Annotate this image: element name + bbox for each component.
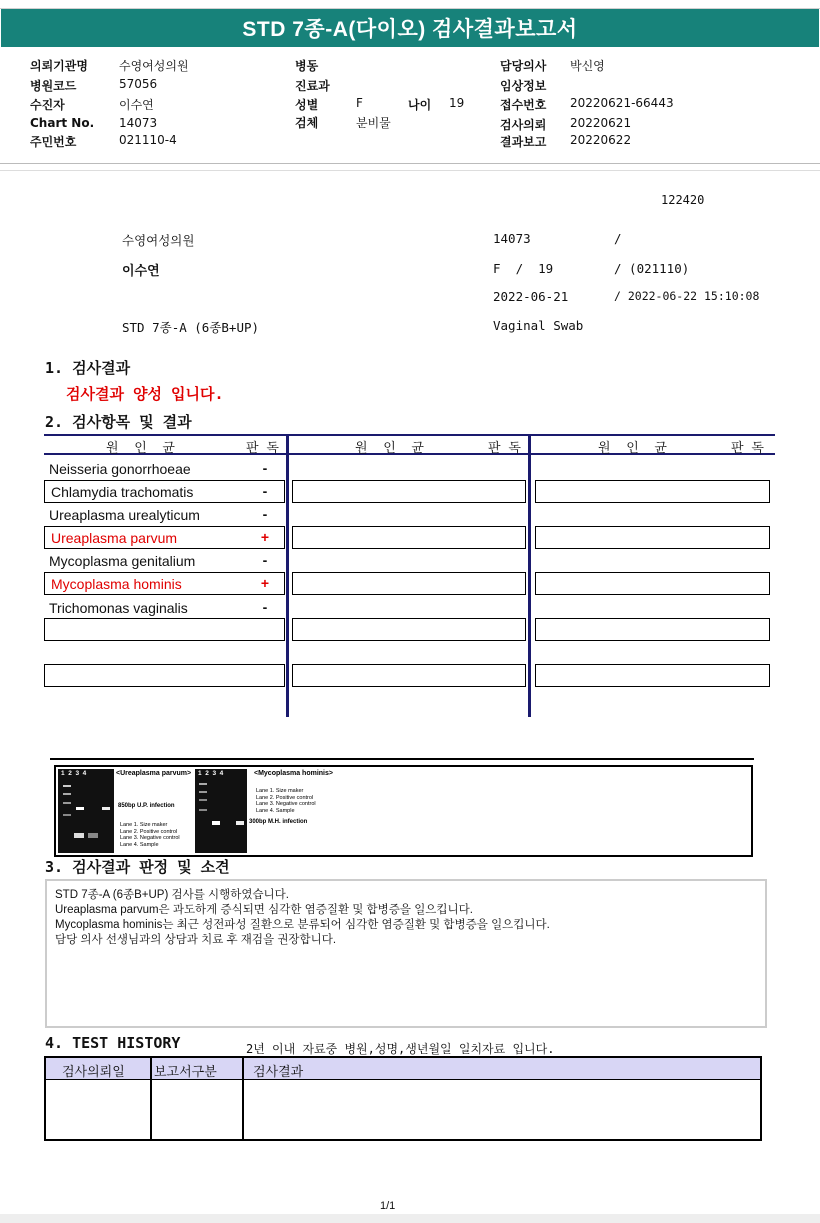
report-title: STD 7종-A(다이오) 검사결과보고서 xyxy=(1,9,819,47)
header-divider-2 xyxy=(0,170,820,171)
gel-band xyxy=(63,802,71,804)
col-header-judge-3: 판 독 xyxy=(731,441,764,456)
gel-left-title: <Ureaplasma parvum> xyxy=(116,770,192,777)
label-age: 나이 xyxy=(408,98,432,112)
gel-band xyxy=(63,814,71,816)
label-patient: 수진자 xyxy=(30,98,65,112)
value-request-date: 20220621 xyxy=(570,116,632,130)
gel-band xyxy=(199,783,207,785)
value-institution: 수영여성의원 xyxy=(119,59,189,73)
label-resident-no: 주민번호 xyxy=(30,135,77,149)
value-chart-no: 14073 xyxy=(119,116,158,130)
lane-legend: Lane 2. Positive control xyxy=(120,828,178,835)
row-box xyxy=(535,572,770,595)
value-receipt-no: 20220621-66443 xyxy=(570,96,674,110)
history-table xyxy=(44,1056,762,1141)
history-col-request-date: 검사의뢰일 xyxy=(62,1065,125,1080)
table-top-rule xyxy=(44,434,775,436)
comment-line: Ureaplasma parvum은 과도하게 증식되면 심각한 염증질환 및 합병증을 일으킵니다. xyxy=(55,904,473,916)
pathogen-result-positive: + xyxy=(260,529,270,545)
label-chart-no: Chart No. xyxy=(30,116,95,130)
row-box xyxy=(44,618,285,641)
header-divider xyxy=(0,163,820,164)
value-specimen: 분비물 xyxy=(356,116,391,130)
gel-band xyxy=(74,833,84,838)
row-box xyxy=(292,480,526,503)
lane-numbers: 1 2 3 4 xyxy=(61,770,87,777)
col-header-judge-1: 판 독 xyxy=(246,441,279,456)
pathogen-name: Neisseria gonorrhoeae xyxy=(49,461,191,477)
value-report-date: 20220622 xyxy=(570,133,632,147)
label-clinical-info: 임상정보 xyxy=(500,79,547,93)
pathogen-result: - xyxy=(262,460,268,476)
lane-legend: Lane 3. Negative control xyxy=(120,835,180,841)
gel-band xyxy=(212,821,220,825)
gel-right-legend xyxy=(256,788,316,814)
info-birth: / (021110) xyxy=(614,261,690,276)
col-header-judge-2: 판 독 xyxy=(488,441,521,456)
lane-legend: Lane 4. Sample xyxy=(120,841,159,848)
pathogen-name-positive: Ureaplasma parvum xyxy=(51,530,178,546)
section2-heading: 2. 검사항목 및 결과 xyxy=(45,413,192,431)
pathogen-name: Mycoplasma genitalium xyxy=(49,553,196,569)
label-sex: 성별 xyxy=(295,98,319,112)
history-col-divider xyxy=(242,1058,244,1139)
page-number: 1/1 xyxy=(380,1200,396,1212)
lane-legend: Lane 3. Negative control xyxy=(256,801,316,807)
section1-heading: 1. 검사결과 xyxy=(45,359,131,377)
history-note: 2년 이내 자료중 병원,성명,생년월일 일치자료 입니다. xyxy=(246,1042,555,1056)
gel-band xyxy=(63,785,71,787)
label-specimen: 검체 xyxy=(295,116,319,130)
label-institution: 의뢰기관명 xyxy=(30,59,88,73)
pathogen-result: - xyxy=(262,552,268,568)
info-slash: / xyxy=(614,231,622,246)
history-col-result: 검사결과 xyxy=(253,1065,304,1080)
value-resident-no: 021110-4 xyxy=(119,133,177,147)
value-sex: F xyxy=(356,96,363,110)
info-patient: 이수연 xyxy=(122,264,160,279)
pathogen-name-positive: Mycoplasma hominis xyxy=(51,576,182,592)
gel-left-band-label: 850bp U.P. infection xyxy=(118,803,175,809)
lane-legend: Lane 1. Size maker xyxy=(256,788,304,794)
pathogen-result: - xyxy=(262,599,268,615)
gel-band xyxy=(199,791,207,793)
top-strip xyxy=(0,0,820,9)
info-date-requested: 2022-06-21 xyxy=(493,289,569,304)
comment-box xyxy=(45,879,767,1028)
value-age: 19 xyxy=(449,96,465,110)
comment-line: STD 7종-A (6종B+UP) 검사를 시행하였습니다. xyxy=(55,889,289,901)
info-date-reported: / 2022-06-22 15:10:08 xyxy=(614,289,760,303)
lane-legend: Lane 1. Size maker xyxy=(120,822,168,828)
gel-band xyxy=(88,833,98,838)
gel-band xyxy=(199,809,207,811)
label-department: 진료과 xyxy=(295,79,330,93)
pathogen-result: - xyxy=(262,483,268,499)
gel-left-legend xyxy=(120,822,180,848)
gel-image-frame xyxy=(54,765,753,857)
info-specimen: Vaginal Swab xyxy=(493,318,584,333)
gel-image-left xyxy=(58,769,114,853)
pathogen-name: Chlamydia trachomatis xyxy=(51,484,194,500)
column-divider-2 xyxy=(528,434,531,717)
lane-numbers: 1 2 3 4 xyxy=(198,770,224,777)
col-header-pathogen-2: 원 인 균 xyxy=(355,441,424,456)
gel-top-rule xyxy=(50,758,754,760)
label-request-date: 검사의뢰 xyxy=(500,118,547,132)
bottom-strip xyxy=(0,1214,820,1223)
row-box xyxy=(292,526,526,549)
gel-band xyxy=(102,807,110,810)
value-doctor: 박신영 xyxy=(570,59,605,73)
label-hospital-code: 병원코드 xyxy=(30,79,77,93)
doc-code: 122420 xyxy=(661,193,705,207)
label-report-date: 결과보고 xyxy=(500,135,547,149)
lane-legend: Lane 2. Positive control xyxy=(256,794,314,801)
section3-heading: 3. 검사결과 판정 및 소견 xyxy=(45,858,230,876)
gel-band xyxy=(236,821,244,825)
section4-heading: 4. TEST HISTORY xyxy=(45,1034,181,1052)
row-box xyxy=(535,480,770,503)
comment-line: Mycoplasma hominis는 최근 성전파성 질환으로 분류되어 심각한 염증질환 및 합병증을 일으킵니다. xyxy=(55,919,550,931)
gel-right-band-label: 300bp M.H. infection xyxy=(249,819,308,825)
gel-band xyxy=(63,793,71,795)
row-box xyxy=(292,572,526,595)
pathogen-name: Trichomonas vaginalis xyxy=(49,600,188,616)
info-hospital: 수영여성의원 xyxy=(122,233,195,248)
gel-right-title: <Mycoplasma hominis> xyxy=(254,770,333,777)
pathogen-result: - xyxy=(262,506,268,522)
info-sex-age: F / 19 xyxy=(493,261,554,276)
history-col-divider xyxy=(150,1058,152,1139)
lane-legend: Lane 4. Sample xyxy=(256,807,295,814)
row-box xyxy=(535,526,770,549)
value-patient: 이수연 xyxy=(119,98,154,112)
row-box xyxy=(44,664,285,687)
pathogen-name: Ureaplasma urealyticum xyxy=(49,507,200,523)
row-box xyxy=(535,664,770,687)
row-box xyxy=(292,664,526,687)
info-test-name: STD 7종-A (6종B+UP) xyxy=(122,320,260,335)
row-box xyxy=(292,618,526,641)
row-box xyxy=(535,618,770,641)
info-chart: 14073 xyxy=(493,231,531,246)
col-header-pathogen-1: 원 인 균 xyxy=(106,441,175,456)
column-divider-1 xyxy=(286,434,289,717)
label-ward: 병동 xyxy=(295,59,319,73)
gel-band xyxy=(199,799,207,801)
value-hospital-code: 57056 xyxy=(119,77,158,91)
history-col-report-type: 보고서구분 xyxy=(154,1065,217,1080)
col-header-pathogen-3: 원 인 균 xyxy=(598,441,667,456)
label-receipt-no: 접수번호 xyxy=(500,98,547,112)
comment-line: 담당 의사 선생님과의 상담과 치료 후 재검을 권장합니다. xyxy=(55,934,337,946)
result-message: 검사결과 양성 입니다. xyxy=(66,385,224,403)
gel-band xyxy=(76,807,84,810)
gel-image-right xyxy=(195,769,247,853)
pathogen-result-positive: + xyxy=(260,575,270,591)
label-doctor: 담당의사 xyxy=(500,59,547,73)
